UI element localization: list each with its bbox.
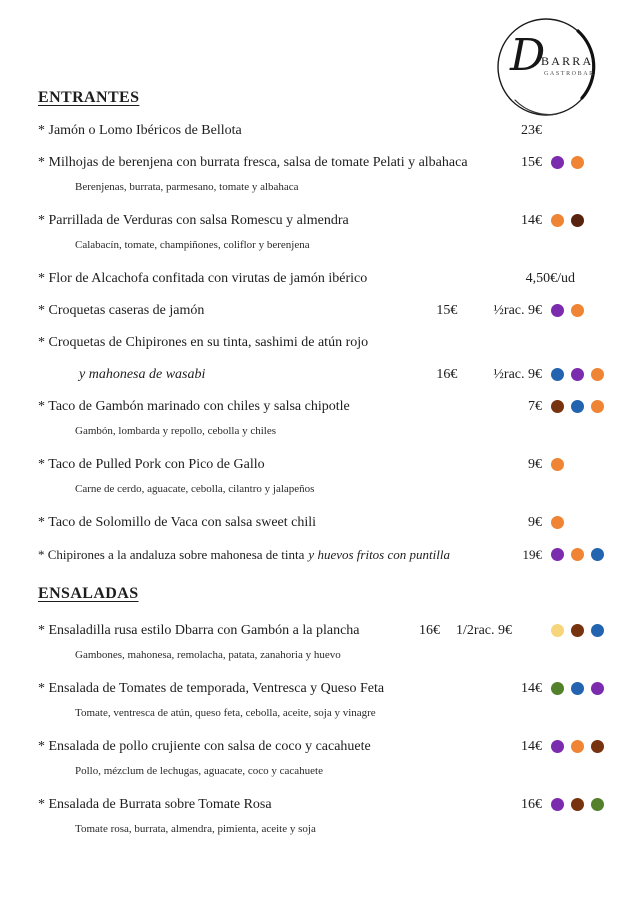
item-price: 16€ <box>436 366 458 382</box>
green-dot <box>551 682 564 695</box>
item-description: Tomate rosa, burrata, almendra, pimienta, aceite y soja <box>75 823 316 835</box>
allergen-dots <box>551 682 608 695</box>
orange-dot <box>571 548 584 561</box>
blue-dot <box>591 624 604 637</box>
item-price: 15€ <box>436 302 458 318</box>
allergen-dots <box>551 798 608 811</box>
orange-dot <box>591 368 604 381</box>
item-name: * Ensalada de Burrata sobre Tomate Rosa <box>38 796 272 812</box>
item-name: * Jamón o Lomo Ibéricos de Bellota <box>38 122 242 138</box>
purple-dot <box>551 740 564 753</box>
item-description: Berenjenas, burrata, parmesano, tomate y albahaca <box>75 181 299 193</box>
item-name: * Ensalada de pollo crujiente con salsa de coco y cacahuete <box>38 738 371 754</box>
item-name: * Taco de Gambón marinado con chiles y salsa chipotle <box>38 398 350 414</box>
purple-dot <box>551 798 564 811</box>
allergen-dots <box>551 458 608 471</box>
item-name <box>38 547 523 563</box>
item-name: * Milhojas de berenjena con burrata fresca, salsa de tomate Pelati y albahaca <box>38 154 468 170</box>
orange-dot <box>551 458 564 471</box>
item-name: * Croquetas caseras de jamón <box>38 302 205 318</box>
restaurant-logo <box>495 16 597 118</box>
menu-item-chipirones-andaluza <box>38 545 608 564</box>
allergen-dots <box>551 548 608 561</box>
item-price: 23€ <box>521 122 542 138</box>
item-price: 14€ <box>521 738 542 754</box>
yellow-dot <box>551 624 564 637</box>
item-price: 7€ <box>528 398 542 414</box>
purple-dot <box>551 156 564 169</box>
allergen-dots <box>551 740 608 753</box>
purple-dot <box>551 548 564 561</box>
menu-item-ensaladilla <box>38 621 608 640</box>
item-price: 19€ <box>522 546 542 562</box>
menu-item-croquetas-chipirones <box>38 333 608 352</box>
orange-dot <box>571 740 584 753</box>
allergen-dots <box>551 400 608 413</box>
allergen-dots <box>551 624 608 637</box>
brown-dot <box>571 624 584 637</box>
item-description: Gambones, mahonesa, remolacha, patata, zanahoria y huevo <box>75 649 341 661</box>
orange-dot <box>551 214 564 227</box>
logo-initial: D <box>510 30 546 81</box>
blue-dot <box>571 682 584 695</box>
menu-item-alcachofa <box>38 269 608 288</box>
item-name: * Parrillada de Verduras con salsa Romescu y almendra <box>38 212 349 228</box>
item-description: Carne de cerdo, aguacate, cebolla, cilantro y jalapeños <box>75 483 315 495</box>
menu-item-milhojas <box>38 153 608 172</box>
allergen-dots <box>551 516 608 529</box>
allergen-dots <box>551 368 608 381</box>
item-name-regular: * Chipirones a la andaluza sobre mahonesa de tinta <box>38 546 305 562</box>
item-description: Gambón, lombarda y repollo, cebolla y chiles <box>75 425 276 437</box>
logo-subtitle: GASTROBAR <box>544 71 595 77</box>
item-name-italic: y huevos fritos con puntilla <box>308 546 450 562</box>
dark-brown-dot <box>571 214 584 227</box>
item-half-price: 1/2rac. 9€ <box>456 622 512 638</box>
menu-item-ensalada-tomates <box>38 679 608 698</box>
section-title-ensaladas: ENSALADAS <box>38 585 139 602</box>
menu-item-ensalada-burrata <box>38 795 608 814</box>
green-dot <box>591 798 604 811</box>
allergen-dots <box>551 156 608 169</box>
allergen-dots <box>551 214 608 227</box>
orange-dot <box>571 156 584 169</box>
purple-dot <box>571 368 584 381</box>
item-name: * Croquetas de Chipirones en su tinta, sashimi de atún rojo <box>38 334 369 350</box>
item-name: * Ensalada de Tomates de temporada, Ventresca y Queso Feta <box>38 680 385 696</box>
blue-dot <box>591 548 604 561</box>
item-price: 9€ <box>528 514 542 530</box>
item-price: 9€ <box>528 456 542 472</box>
orange-dot <box>571 304 584 317</box>
menu-item-taco-gambon <box>38 397 608 416</box>
item-half-price: ½rac. 9€ <box>493 366 542 382</box>
item-name: * Ensaladilla rusa estilo Dbarra con Gambón a la plancha <box>38 622 360 638</box>
brown-dot <box>571 798 584 811</box>
brown-dot <box>551 400 564 413</box>
item-half-price: ½rac. 9€ <box>493 302 542 318</box>
orange-dot <box>551 516 564 529</box>
menu-item-jamon <box>38 121 608 140</box>
menu-item-ensalada-pollo <box>38 737 608 756</box>
item-price: 14€ <box>521 212 542 228</box>
menu-item-taco-pulled-pork <box>38 455 608 474</box>
item-description: Pollo, mézclum de lechugas, aguacate, coco y cacahuete <box>75 765 323 777</box>
item-name: * Taco de Pulled Pork con Pico de Gallo <box>38 456 265 472</box>
item-price: 15€ <box>521 154 542 170</box>
menu-item-parrillada <box>38 211 608 230</box>
menu-item-croquetas-jamon <box>38 301 608 320</box>
section-title-entrantes: ENTRANTES <box>38 89 140 106</box>
purple-dot <box>551 304 564 317</box>
menu-item-taco-solomillo <box>38 513 608 532</box>
item-description: Calabacín, tomate, champiñones, coliflor y berenjena <box>75 239 310 251</box>
item-name: * Flor de Alcachofa confitada con virutas de jamón ibérico <box>38 270 368 286</box>
blue-dot <box>551 368 564 381</box>
menu-item-croquetas-chipirones-line2 <box>38 365 608 384</box>
brown-dot <box>591 740 604 753</box>
item-name: * Taco de Solomillo de Vaca con salsa sweet chili <box>38 514 317 530</box>
item-description: Tomate, ventresca de atún, queso feta, cebolla, aceite, soja y vinagre <box>75 707 376 719</box>
orange-dot <box>591 400 604 413</box>
logo-name: BARRA <box>541 54 594 68</box>
item-price: 16€ <box>521 796 542 812</box>
item-name-continued: y mahonesa de wasabi <box>79 366 206 382</box>
item-price: 16€ <box>419 622 441 638</box>
blue-dot <box>571 400 584 413</box>
item-price: 4,50€/ud <box>525 270 575 286</box>
purple-dot <box>591 682 604 695</box>
allergen-dots <box>551 304 608 317</box>
item-price: 14€ <box>521 680 542 696</box>
